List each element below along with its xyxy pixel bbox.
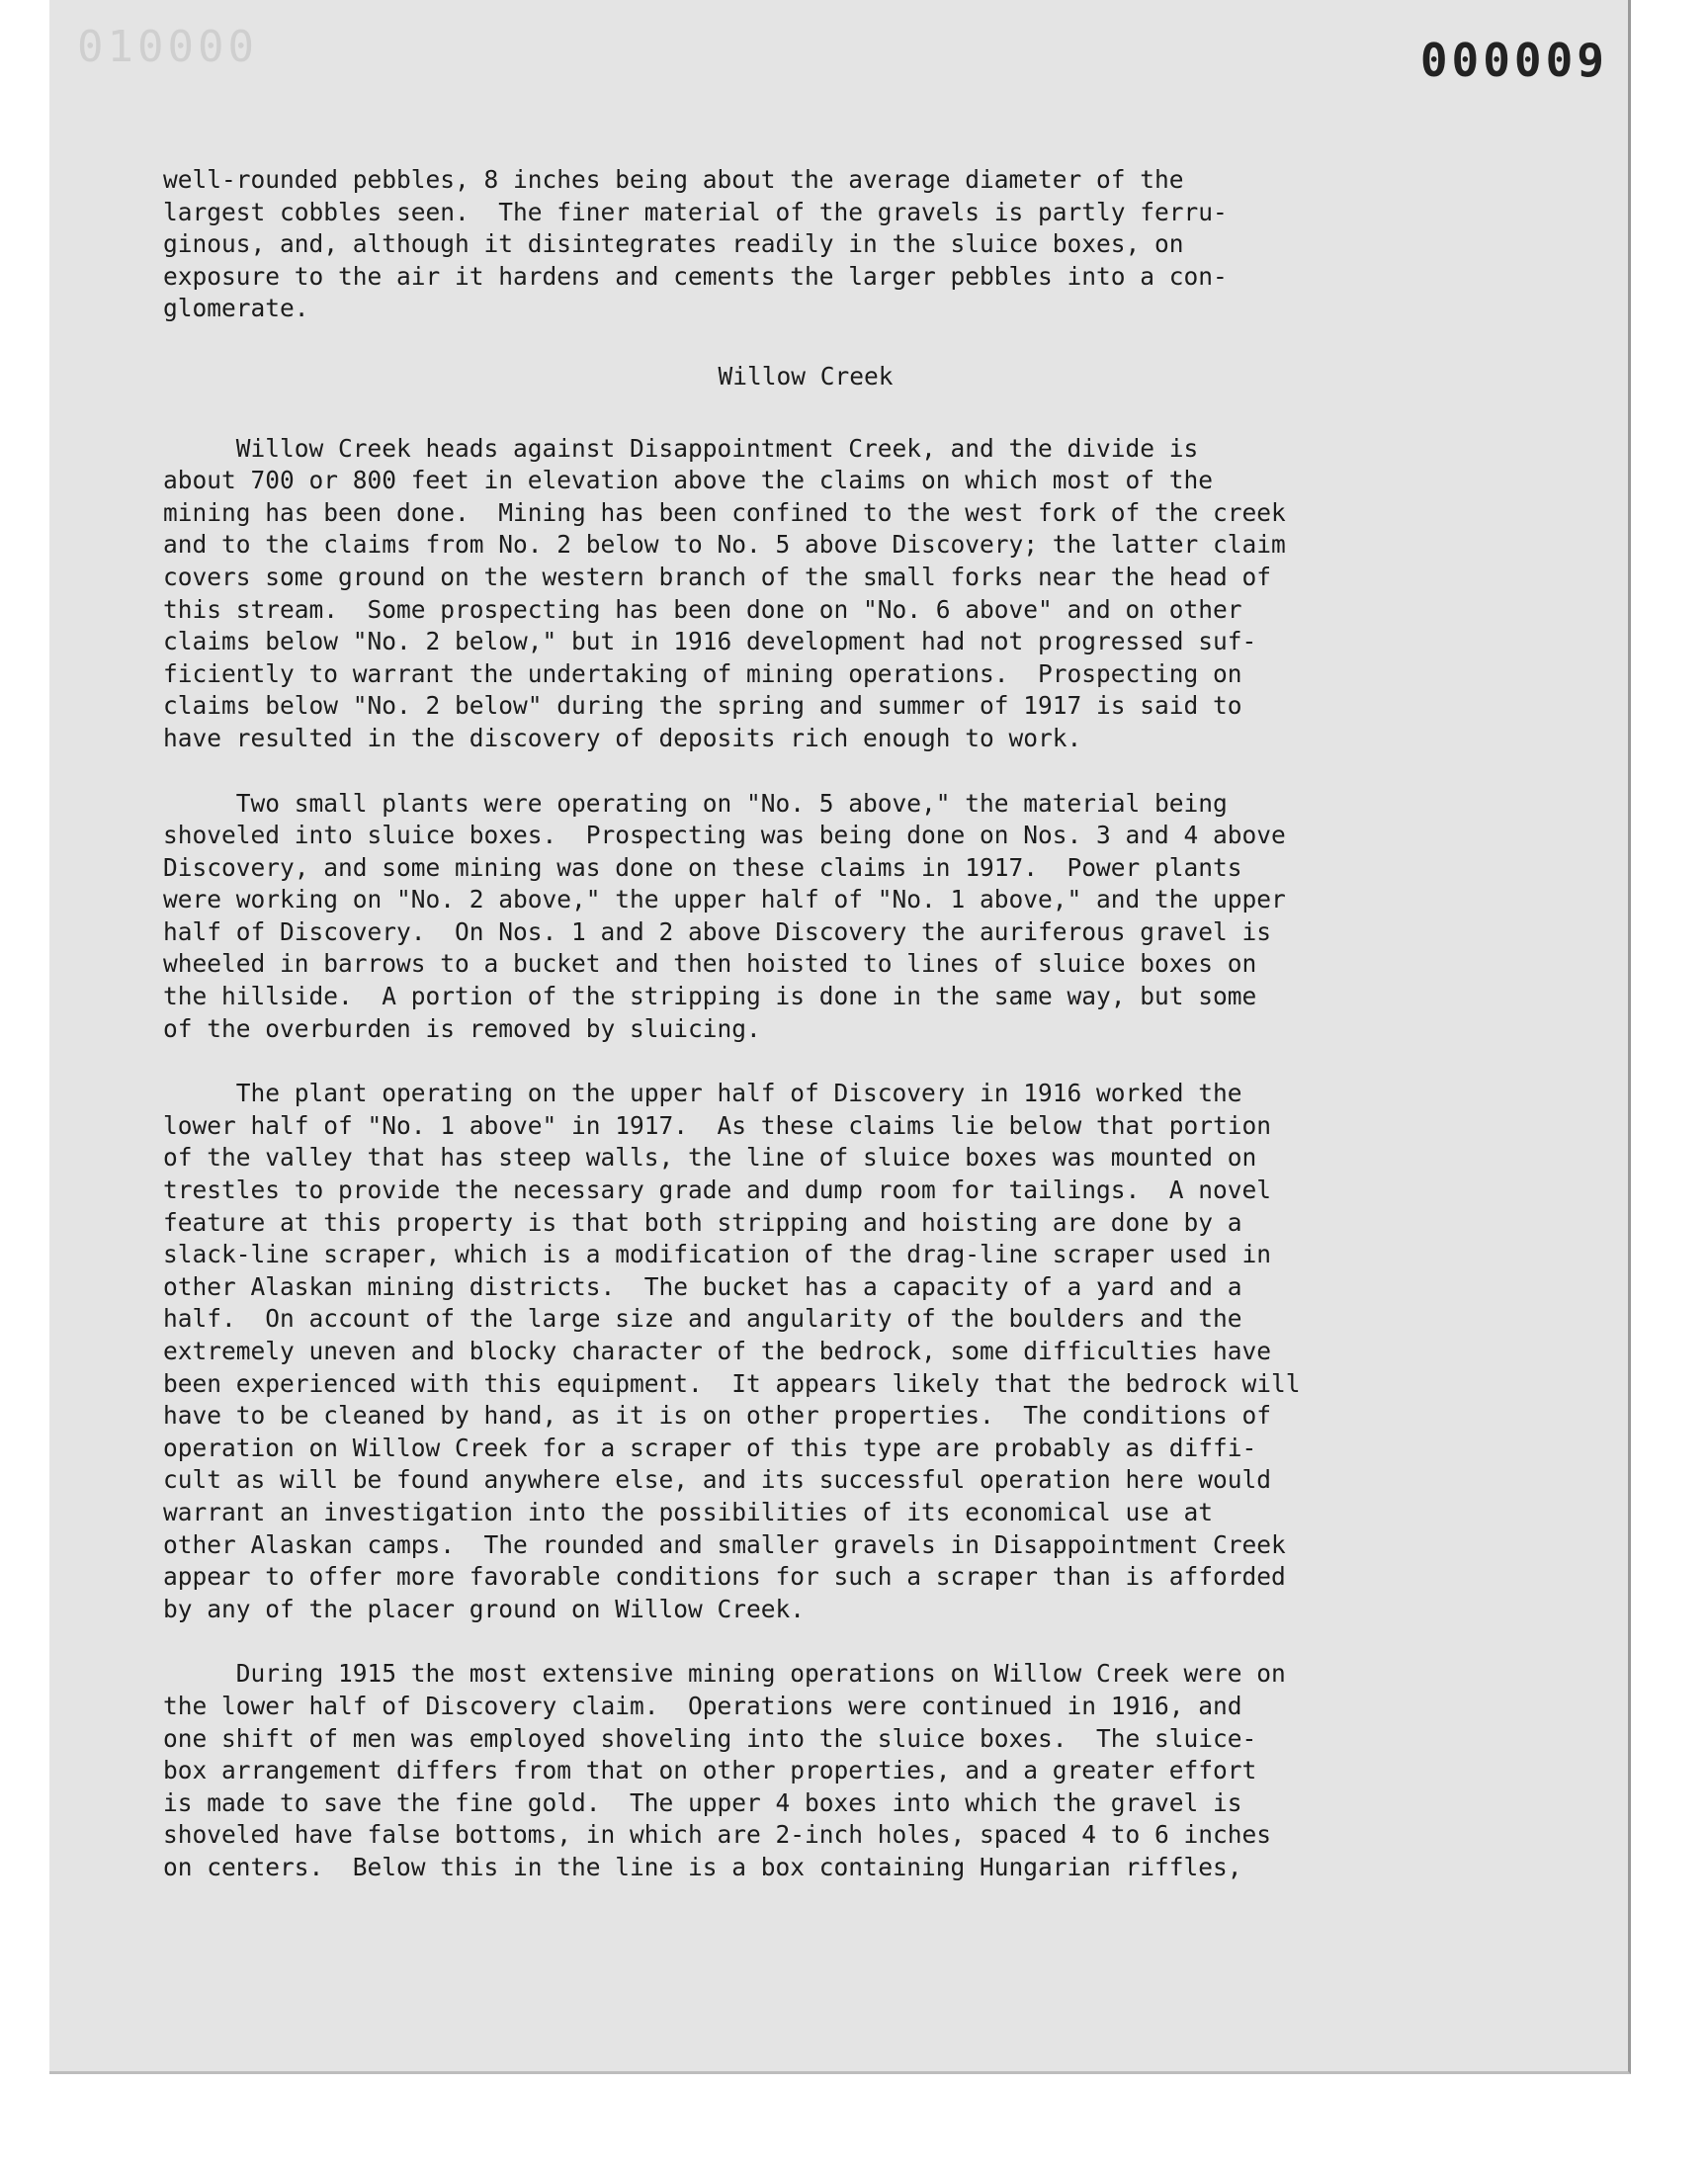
text-line: exposure to the air it hardens and cements the larger pebbles into a con-: [163, 261, 1228, 291]
text-line: wheeled in barrows to a bucket and then hoisted to lines of sluice boxes on: [163, 949, 1257, 979]
paragraph-1: [163, 433, 1507, 755]
text-line: claims below "No. 2 below" during the spring and summer of 1917 is said to: [163, 691, 1242, 721]
text-line: operation on Willow Creek for a scraper of this type are probably as diffi-: [163, 1433, 1257, 1462]
text-line: claims below "No. 2 below," but in 1916 development had not progressed suf-: [163, 627, 1257, 656]
text-line: Willow Creek heads against Disappointment Creek, and the divide is: [163, 433, 1199, 463]
text-line: feature at this property is that both stripping and hoisting are done by a: [163, 1207, 1242, 1237]
page-stamp-faint: 010000: [77, 22, 258, 72]
paragraph-gap: [163, 1045, 1507, 1078]
text-line: were working on "No. 2 above," the upper half of "No. 1 above," and the upper: [163, 885, 1286, 914]
text-line: by any of the placer ground on Willow Creek.: [163, 1594, 806, 1623]
text-line: glomerate.: [163, 294, 309, 323]
text-line: one shift of men was employed shoveling into the sluice boxes. The sluice-: [163, 1723, 1257, 1753]
text-line: appear to offer more favorable conditions for such a scraper than is afforded: [163, 1562, 1286, 1592]
text-line: shoveled have false bottoms, in which are 2-inch holes, spaced 4 to 6 inches: [163, 1820, 1272, 1850]
text-line: on centers. Below this in the line is a box containing Hungarian riffles,: [163, 1852, 1242, 1881]
text-line: of the valley that has steep walls, the line of sluice boxes was mounted on: [163, 1143, 1257, 1173]
text-line: The plant operating on the upper half of Discovery in 1916 worked the: [163, 1079, 1242, 1108]
page-number-stamp: 000009: [1419, 34, 1608, 87]
text-line: During 1915 the most extensive mining operations on Willow Creek were on: [163, 1659, 1286, 1689]
text-line: ginous, and, although it disintegrates readily in the sluice boxes, on: [163, 229, 1184, 259]
section-heading: Willow Creek: [718, 361, 894, 391]
text-line: about 700 or 800 feet in elevation above the claims on which most of the: [163, 466, 1214, 495]
text-line: slack-line scraper, which is a modification of the drag-line scraper used in: [163, 1240, 1272, 1269]
text-line: shoveled into sluice boxes. Prospecting was being done on Nos. 3 and 4 above: [163, 821, 1286, 850]
paragraph-gap: [163, 1625, 1507, 1658]
text-line: been experienced with this equipment. It appears likely that the bedrock will: [163, 1368, 1301, 1398]
text-line: Discovery, and some mining was done on these claims in 1917. Power plants: [163, 852, 1242, 882]
text-line: have resulted in the discovery of deposits rich enough to work.: [163, 723, 1082, 752]
text-line: other Alaskan camps. The rounded and smaller gravels in Disappointment Creek: [163, 1529, 1286, 1559]
paragraph-4: [163, 1658, 1507, 1883]
paragraph-2: [163, 788, 1507, 1046]
text-line: of the overburden is removed by sluicing.: [163, 1013, 761, 1043]
text-line: mining has been done. Mining has been confined to the west fork of the creek: [163, 497, 1286, 527]
text-line: the lower half of Discovery claim. Operations were continued in 1916, and: [163, 1691, 1242, 1720]
text-line: the hillside. A portion of the stripping is done in the same way, but some: [163, 982, 1257, 1011]
text-line: ficiently to warrant the undertaking of mining operations. Prospecting on: [163, 658, 1242, 688]
text-line: trestles to provide the necessary grade and dump room for tailings. A novel: [163, 1175, 1272, 1205]
text-line: covers some ground on the western branch of the small forks near the head of: [163, 562, 1272, 591]
text-line: have to be cleaned by hand, as it is on other properties. The conditions of: [163, 1401, 1272, 1431]
text-line: this stream. Some prospecting has been done on "No. 6 above" and on other: [163, 594, 1242, 624]
text-line: largest cobbles seen. The finer material of the gravels is partly ferru-: [163, 197, 1228, 226]
text-line: box arrangement differs from that on other properties, and a greater effort: [163, 1756, 1257, 1785]
text-line: cult as will be found anywhere else, and its successful operation here would: [163, 1465, 1272, 1495]
text-line: lower half of "No. 1 above" in 1917. As these claims lie below that portion: [163, 1110, 1272, 1140]
text-line: half of Discovery. On Nos. 1 and 2 above Discovery the auriferous gravel is: [163, 916, 1272, 946]
text-line: other Alaskan mining districts. The bucket has a capacity of a yard and a: [163, 1271, 1242, 1301]
text-line: is made to save the fine gold. The upper 4 boxes into which the gravel is: [163, 1787, 1242, 1817]
paragraph-gap: [163, 755, 1507, 788]
document-body: [163, 164, 1507, 1884]
text-line: extremely uneven and blocky character of the bedrock, some difficulties have: [163, 1337, 1272, 1365]
paragraph-3: [163, 1078, 1507, 1625]
text-line: warrant an investigation into the possibilities of its economical use at: [163, 1497, 1214, 1526]
text-line: well-rounded pebbles, 8 inches being about the average diameter of the: [163, 165, 1184, 194]
text-line: half. On account of the large size and angularity of the boulders and the: [163, 1304, 1242, 1334]
text-line: and to the claims from No. 2 below to No. 5 above Discovery; the latter claim: [163, 530, 1286, 560]
text-line: Two small plants were operating on "No. 5 above," the material being: [163, 788, 1228, 818]
intro-paragraph: [163, 164, 1507, 325]
